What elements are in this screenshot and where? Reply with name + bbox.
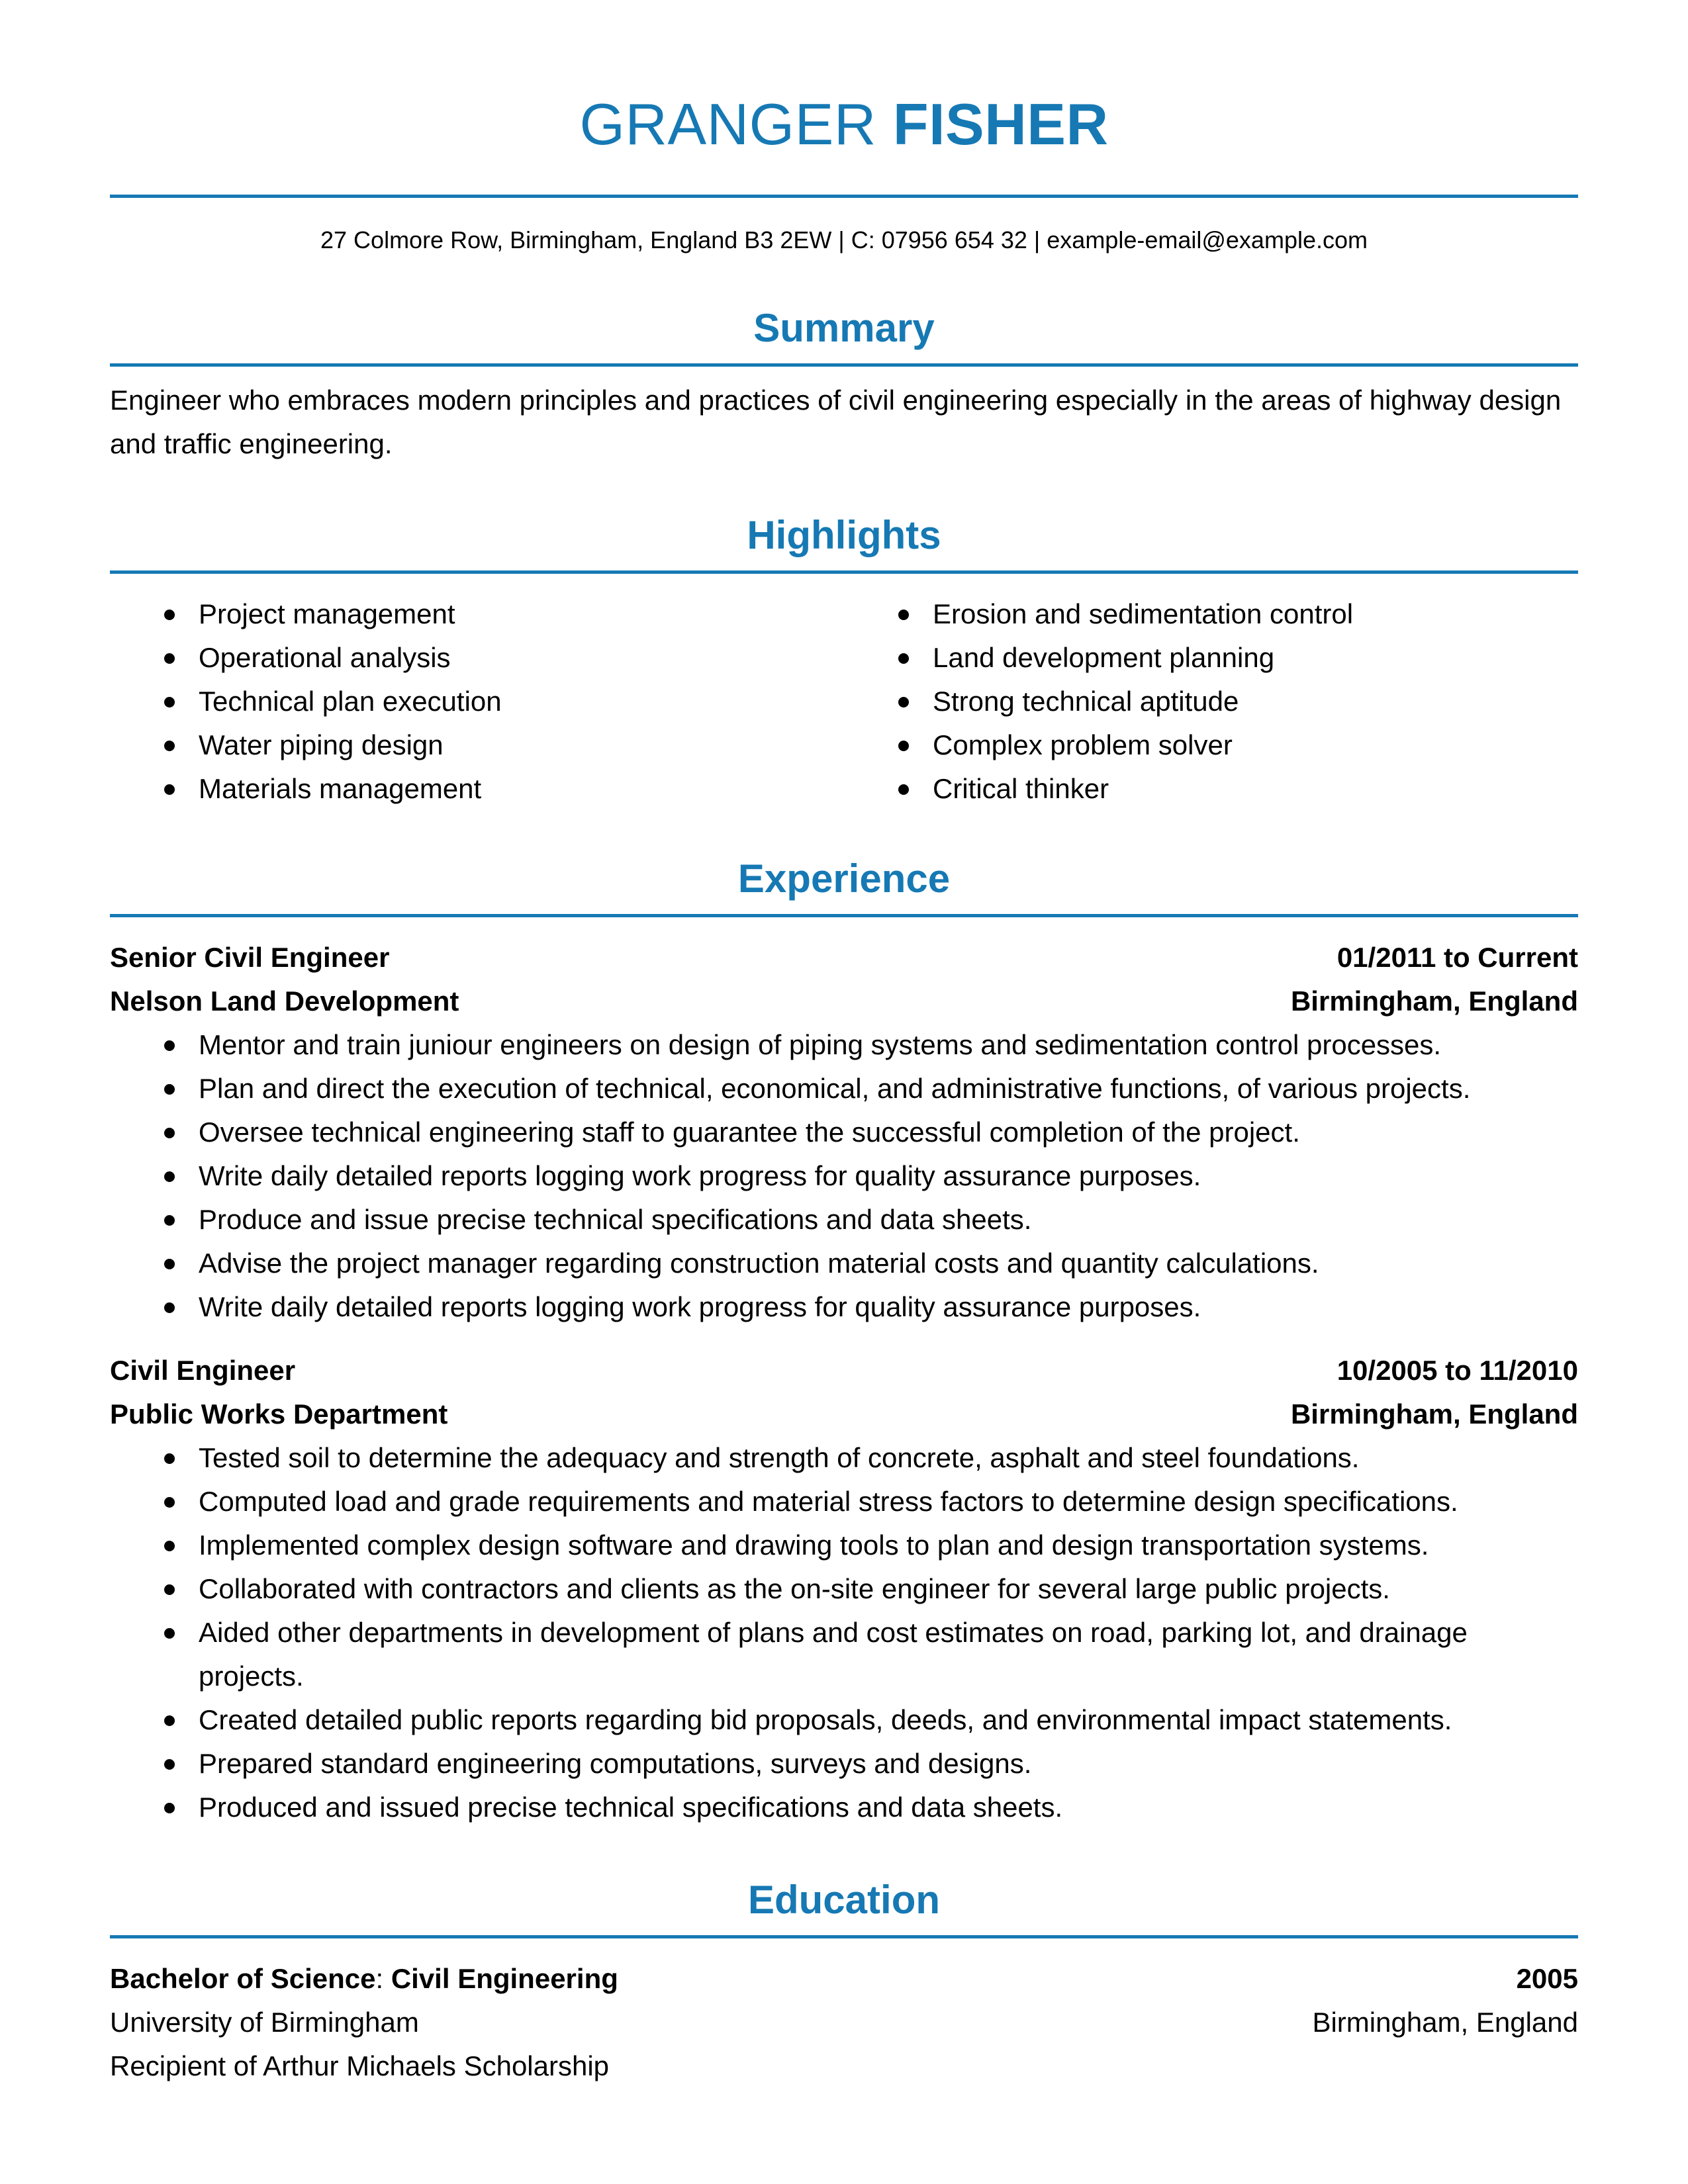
education-note-row bbox=[110, 2044, 1578, 2088]
degree-separator: : bbox=[375, 1963, 391, 1994]
job-bullet: Collaborated with contractors and clients as the on-site engineer for several large public projects. bbox=[110, 1567, 1578, 1611]
job-bullet: Computed load and grade requirements and material stress factors to determine design specifications. bbox=[110, 1480, 1578, 1524]
job-company-row bbox=[110, 979, 1578, 1023]
job-location: Birmingham, England bbox=[1290, 985, 1578, 1017]
highlight-item: Land development planning bbox=[844, 636, 1578, 680]
job-bullet: Aided other departments in development of plans and cost estimates on road, parking lot, and drainage projects. bbox=[110, 1611, 1578, 1698]
job-company: Nelson Land Development bbox=[110, 985, 459, 1017]
header-divider bbox=[110, 195, 1578, 198]
highlight-item: Water piping design bbox=[110, 723, 844, 767]
school-name: University of Birmingham bbox=[110, 2007, 419, 2038]
highlight-item: Complex problem solver bbox=[844, 723, 1578, 767]
school-row bbox=[110, 2001, 1578, 2044]
job-company-row bbox=[110, 1392, 1578, 1436]
job-bullet: Produced and issued precise technical specifications and data sheets. bbox=[110, 1786, 1578, 1829]
highlight-item: Critical thinker bbox=[844, 767, 1578, 811]
highlight-item: Materials management bbox=[110, 767, 844, 811]
job-company: Public Works Department bbox=[110, 1398, 448, 1430]
job-title: Senior Civil Engineer bbox=[110, 942, 390, 973]
contact-line: 27 Colmore Row, Birmingham, England B3 2EW | C: 07956 654 32 | example-email@example.com bbox=[320, 226, 1368, 253]
job-bullet: Produce and issue precise technical specifications and data sheets. bbox=[110, 1198, 1578, 1242]
education-divider bbox=[110, 1935, 1578, 1938]
job-bullet: Write daily detailed reports logging work progress for quality assurance purposes. bbox=[110, 1285, 1578, 1329]
degree-year: 2005 bbox=[1516, 1963, 1578, 1994]
highlights-divider bbox=[110, 570, 1578, 574]
section-title-highlights: Highlights bbox=[747, 513, 941, 557]
summary-text: Engineer who embraces modern principles and practices of civil engineering especially in the areas of highway design and traffic engineering. bbox=[110, 385, 1562, 459]
candidate-name bbox=[110, 0, 1578, 158]
job-entry bbox=[110, 936, 1578, 1329]
degree-name: Bachelor of Science bbox=[110, 1963, 376, 1994]
highlight-item: Technical plan execution bbox=[110, 680, 844, 723]
job-dates: 10/2005 to 11/2010 bbox=[1336, 1355, 1578, 1386]
school-location: Birmingham, England bbox=[1312, 2007, 1578, 2038]
job-title: Civil Engineer bbox=[110, 1355, 296, 1386]
job-bullets bbox=[110, 1436, 1578, 1829]
degree-field: Civil Engineering bbox=[391, 1963, 618, 1994]
degree bbox=[110, 1957, 618, 2001]
highlights-list bbox=[110, 592, 1578, 811]
job-bullets bbox=[110, 1023, 1578, 1329]
job-bullet: Advise the project manager regarding construction material costs and quantity calculations. bbox=[110, 1242, 1578, 1285]
highlight-item: Project management bbox=[110, 592, 844, 636]
last-name: FISHER bbox=[892, 91, 1109, 157]
section-title-experience: Experience bbox=[737, 856, 951, 901]
highlights-column-right bbox=[844, 592, 1578, 811]
job-dates: 01/2011 to Current bbox=[1336, 942, 1578, 973]
job-bullet: Oversee technical engineering staff to guarantee the successful completion of the project. bbox=[110, 1111, 1578, 1154]
job-bullet: Implemented complex design software and drawing tools to plan and design transportation systems. bbox=[110, 1524, 1578, 1567]
job-header bbox=[110, 936, 1578, 979]
job-header bbox=[110, 1349, 1578, 1392]
education-entry bbox=[110, 1957, 1578, 2088]
highlight-item: Operational analysis bbox=[110, 636, 844, 680]
job-bullet: Mentor and train juniour engineers on design of piping systems and sedimentation control processes. bbox=[110, 1023, 1578, 1067]
degree-row bbox=[110, 1957, 1578, 2001]
education-note: Recipient of Arthur Michaels Scholarship bbox=[110, 2050, 610, 2081]
experience-divider bbox=[110, 914, 1578, 917]
job-entry bbox=[110, 1349, 1578, 1829]
section-title-summary: Summary bbox=[753, 306, 935, 350]
summary-divider bbox=[110, 363, 1578, 367]
job-bullet: Created detailed public reports regarding bid proposals, deeds, and environmental impact statements. bbox=[110, 1698, 1578, 1742]
first-name: GRANGER bbox=[579, 91, 876, 157]
job-bullet: Tested soil to determine the adequacy and strength of concrete, asphalt and steel foundations. bbox=[110, 1436, 1578, 1480]
highlight-item: Erosion and sedimentation control bbox=[844, 592, 1578, 636]
highlight-item: Strong technical aptitude bbox=[844, 680, 1578, 723]
job-bullet: Write daily detailed reports logging work progress for quality assurance purposes. bbox=[110, 1154, 1578, 1198]
job-bullet: Prepared standard engineering computations, surveys and designs. bbox=[110, 1742, 1578, 1786]
section-title-education: Education bbox=[747, 1878, 940, 1922]
highlights-column-left bbox=[110, 592, 844, 811]
job-location: Birmingham, England bbox=[1290, 1398, 1578, 1430]
job-bullet: Plan and direct the execution of technical, economical, and administrative functions, of various projects. bbox=[110, 1067, 1578, 1111]
